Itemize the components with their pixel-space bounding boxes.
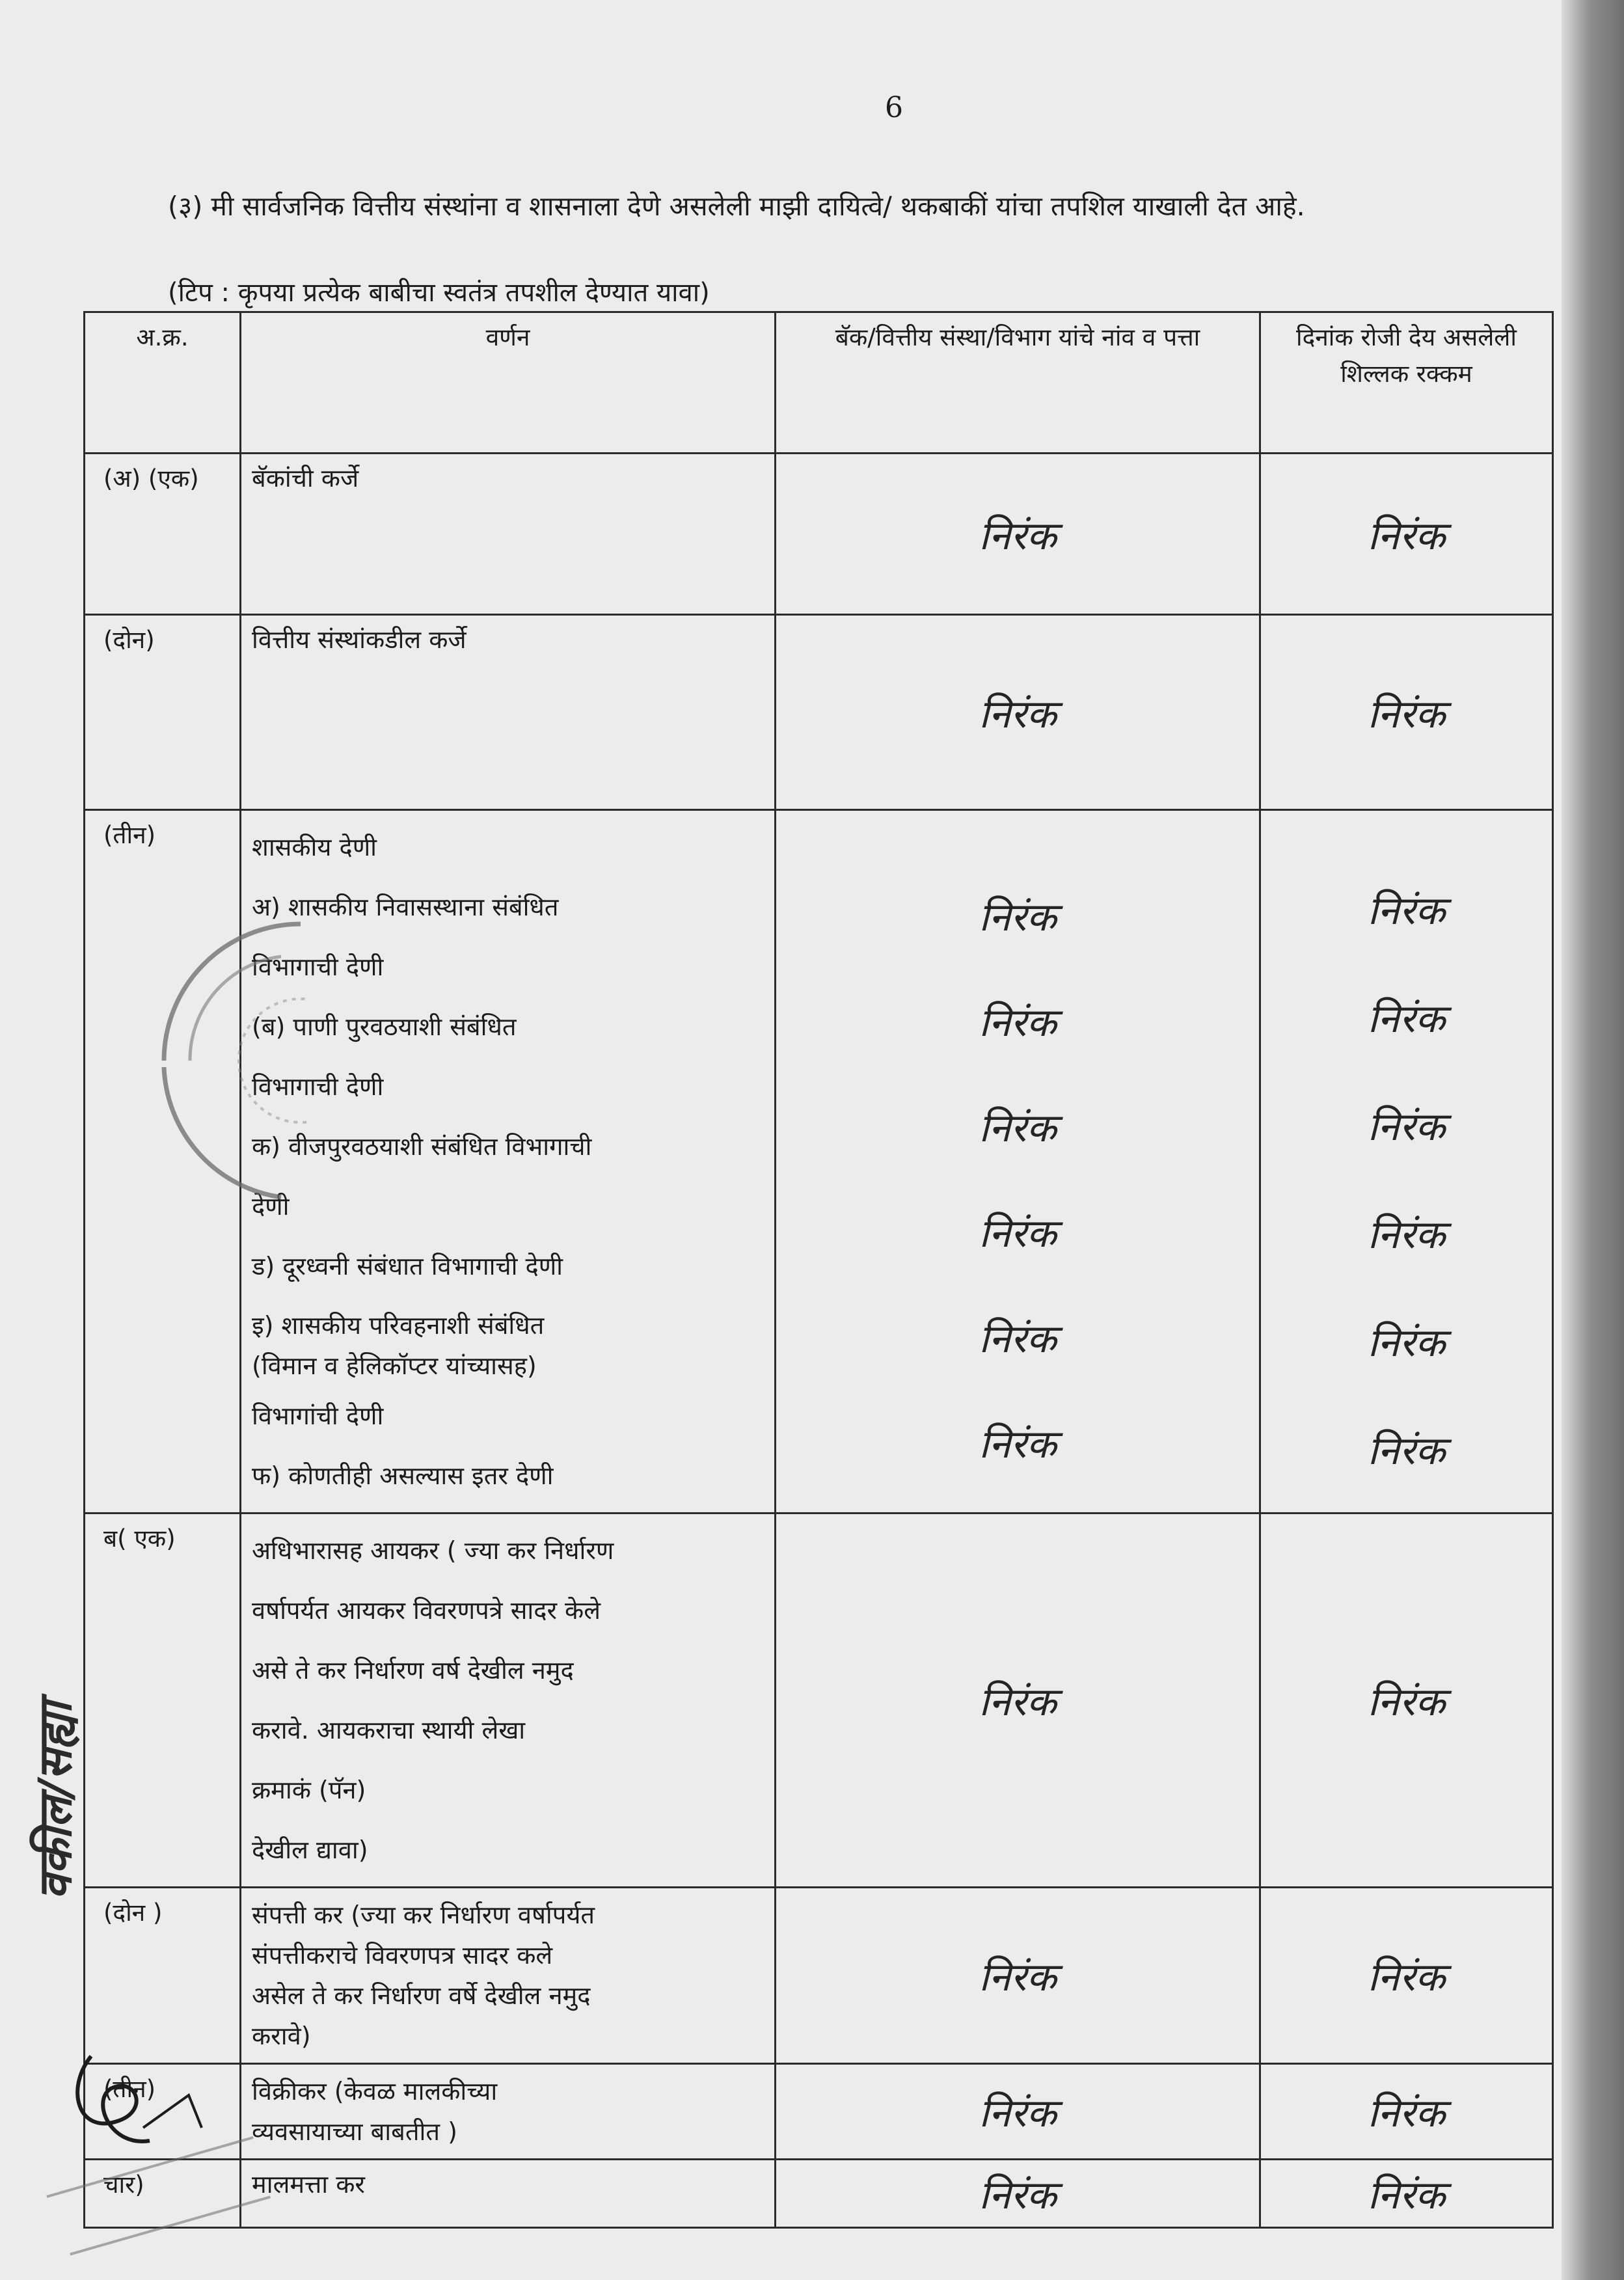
handwritten-nil-column	[776, 810, 1260, 1513]
desc-line: फ) कोणतीही असल्यास इतर देणी	[252, 1461, 554, 1490]
notary-signature-stamp	[39, 2050, 286, 2264]
handwritten-nil: निरंक	[1260, 1513, 1553, 1888]
row-description: मालमत्ता कर	[241, 2160, 776, 2228]
handwritten-nil: निरंक	[979, 1106, 1057, 1151]
desc-line: विक्रीकर (केवळ मालकीच्या	[252, 2077, 498, 2106]
desc-line: क्रमाकं (पॅन)	[252, 1776, 366, 1804]
handwritten-nil: निरंक	[776, 2064, 1260, 2160]
row-no: (तीन)	[85, 2064, 241, 2160]
handwritten-nil: निरंक	[979, 1000, 1057, 1046]
desc-line: शासकीय देणी	[252, 833, 377, 862]
desc-line: देखील द्यावा)	[252, 1836, 368, 1864]
desc-line: (ब) पाणी पुरवठयाशी संबंधित	[252, 1012, 517, 1041]
desc-line: करावे. आयकराचा स्थायी लेखा	[252, 1716, 526, 1744]
handwritten-nil: निरंक	[776, 1513, 1260, 1888]
desc-line: असे ते कर निर्धारण वर्ष देखील नमुद	[252, 1656, 574, 1685]
handwritten-nil: निरंक	[1367, 1212, 1446, 1258]
desc-line: इ) शासकीय परिवहनाशी संबंधित	[252, 1311, 545, 1340]
header-description: वर्णन	[241, 312, 776, 454]
row-no: ब( एक)	[85, 1513, 241, 1888]
table-row	[85, 454, 1553, 615]
desc-line: असेल ते कर निर्धारण वर्षे देखील नमुद	[252, 1981, 591, 2010]
handwritten-nil: निरंक	[1367, 1104, 1446, 1150]
desc-line: वर्षापर्यत आयकर विवरणपत्रे सादर केले	[252, 1596, 601, 1625]
handwritten-nil: निरंक	[1367, 996, 1446, 1042]
handwritten-nil: निरंक	[776, 1888, 1260, 2064]
handwritten-nil: निरंक	[979, 895, 1057, 940]
row-description	[241, 810, 776, 1513]
row-no: (अ) (एक)	[85, 454, 241, 615]
desc-line: विभागाची देणी	[252, 953, 384, 981]
scan-shadow-edge	[1562, 0, 1624, 2280]
intro-note: (टिप : कृपया प्रत्येक बाबीचा स्वतंत्र तपशील देण्यात यावा)	[168, 278, 710, 308]
circular-seal-stamp	[151, 917, 307, 1204]
row-no: (दोन)	[85, 615, 241, 810]
desc-line: विभागाची देणी	[252, 1072, 384, 1101]
liabilities-table	[83, 311, 1554, 2229]
handwritten-nil: निरंक	[1367, 1320, 1446, 1366]
handwritten-nil: निरंक	[776, 454, 1260, 615]
handwritten-nil: निरंक	[1260, 454, 1553, 615]
intro-paragraph: (३) मी सार्वजनिक वित्तीय संस्थांना व शासनाला देणे असलेली माझी दायित्वे/ थकबाकीं यांचा तपशिल याखाली देत आहे.	[168, 191, 1305, 222]
handwritten-nil: निरंक	[1260, 2064, 1553, 2160]
page-number: 6	[885, 91, 903, 124]
table-row	[85, 1513, 1553, 1888]
table-header-row	[85, 312, 1553, 454]
handwritten-side-note: वकील/सह्या	[28, 1702, 82, 1900]
row-description	[241, 1513, 776, 1888]
desc-line: अ) शासकीय निवासस्थाना संबंधित	[252, 893, 559, 921]
handwritten-nil-column	[1260, 810, 1553, 1513]
handwritten-nil: निरंक	[979, 1316, 1057, 1362]
row-description	[241, 1888, 776, 2064]
desc-line: व्यवसायाच्या बाबतीत )	[252, 2117, 457, 2146]
table-row	[85, 2160, 1553, 2228]
handwritten-nil: निरंक	[1260, 2160, 1553, 2228]
handwritten-nil: निरंक	[1260, 615, 1553, 810]
handwritten-nil: निरंक	[979, 1211, 1057, 1256]
desc-line: देणी	[252, 1192, 290, 1221]
header-serial-no: अ.क्र.	[85, 312, 241, 454]
table-row	[85, 2064, 1553, 2160]
row-description	[241, 2064, 776, 2160]
row-no: (तीन)	[85, 810, 241, 1513]
header-balance: दिनांक रोजी देय असलेली शिल्लक रक्कम	[1260, 312, 1553, 454]
desc-line: क) वीजपुरवठयाशी संबंधित विभागाची	[252, 1132, 592, 1161]
row-no: (दोन )	[85, 1888, 241, 2064]
desc-line: संपत्ती कर (ज्या कर निर्धारण वर्षापर्यत	[252, 1901, 595, 1929]
row-description: वित्तीय संस्थांकडील कर्जे	[241, 615, 776, 810]
desc-line: अधिभारासह आयकर ( ज्या कर निर्धारण	[252, 1536, 614, 1565]
handwritten-nil: निरंक	[776, 2160, 1260, 2228]
desc-line: करावे)	[252, 2022, 311, 2050]
table-row	[85, 1888, 1553, 2064]
handwritten-nil: निरंक	[1367, 1428, 1446, 1474]
handwritten-nil: निरंक	[776, 615, 1260, 810]
desc-line: संपत्तीकराचे विवरणपत्र सादर कले	[252, 1941, 553, 1970]
handwritten-nil: निरंक	[1367, 888, 1446, 934]
handwritten-nil: निरंक	[1260, 1888, 1553, 2064]
header-organization: बॅक/वित्तीय संस्था/विभाग यांचे नांव व पत्ता	[776, 312, 1260, 454]
table-row	[85, 615, 1553, 810]
handwritten-nil: निरंक	[979, 1422, 1057, 1467]
desc-line: विभागांची देणी	[252, 1402, 384, 1430]
desc-line: (विमान व हेलिकॉप्टर यांच्यासह)	[252, 1351, 537, 1380]
row-no: चार)	[85, 2160, 241, 2228]
row-description: बॅकांची कर्जे	[241, 454, 776, 615]
desc-line: ड) दूरध्वनी संबंधात विभागाची देणी	[252, 1252, 563, 1281]
